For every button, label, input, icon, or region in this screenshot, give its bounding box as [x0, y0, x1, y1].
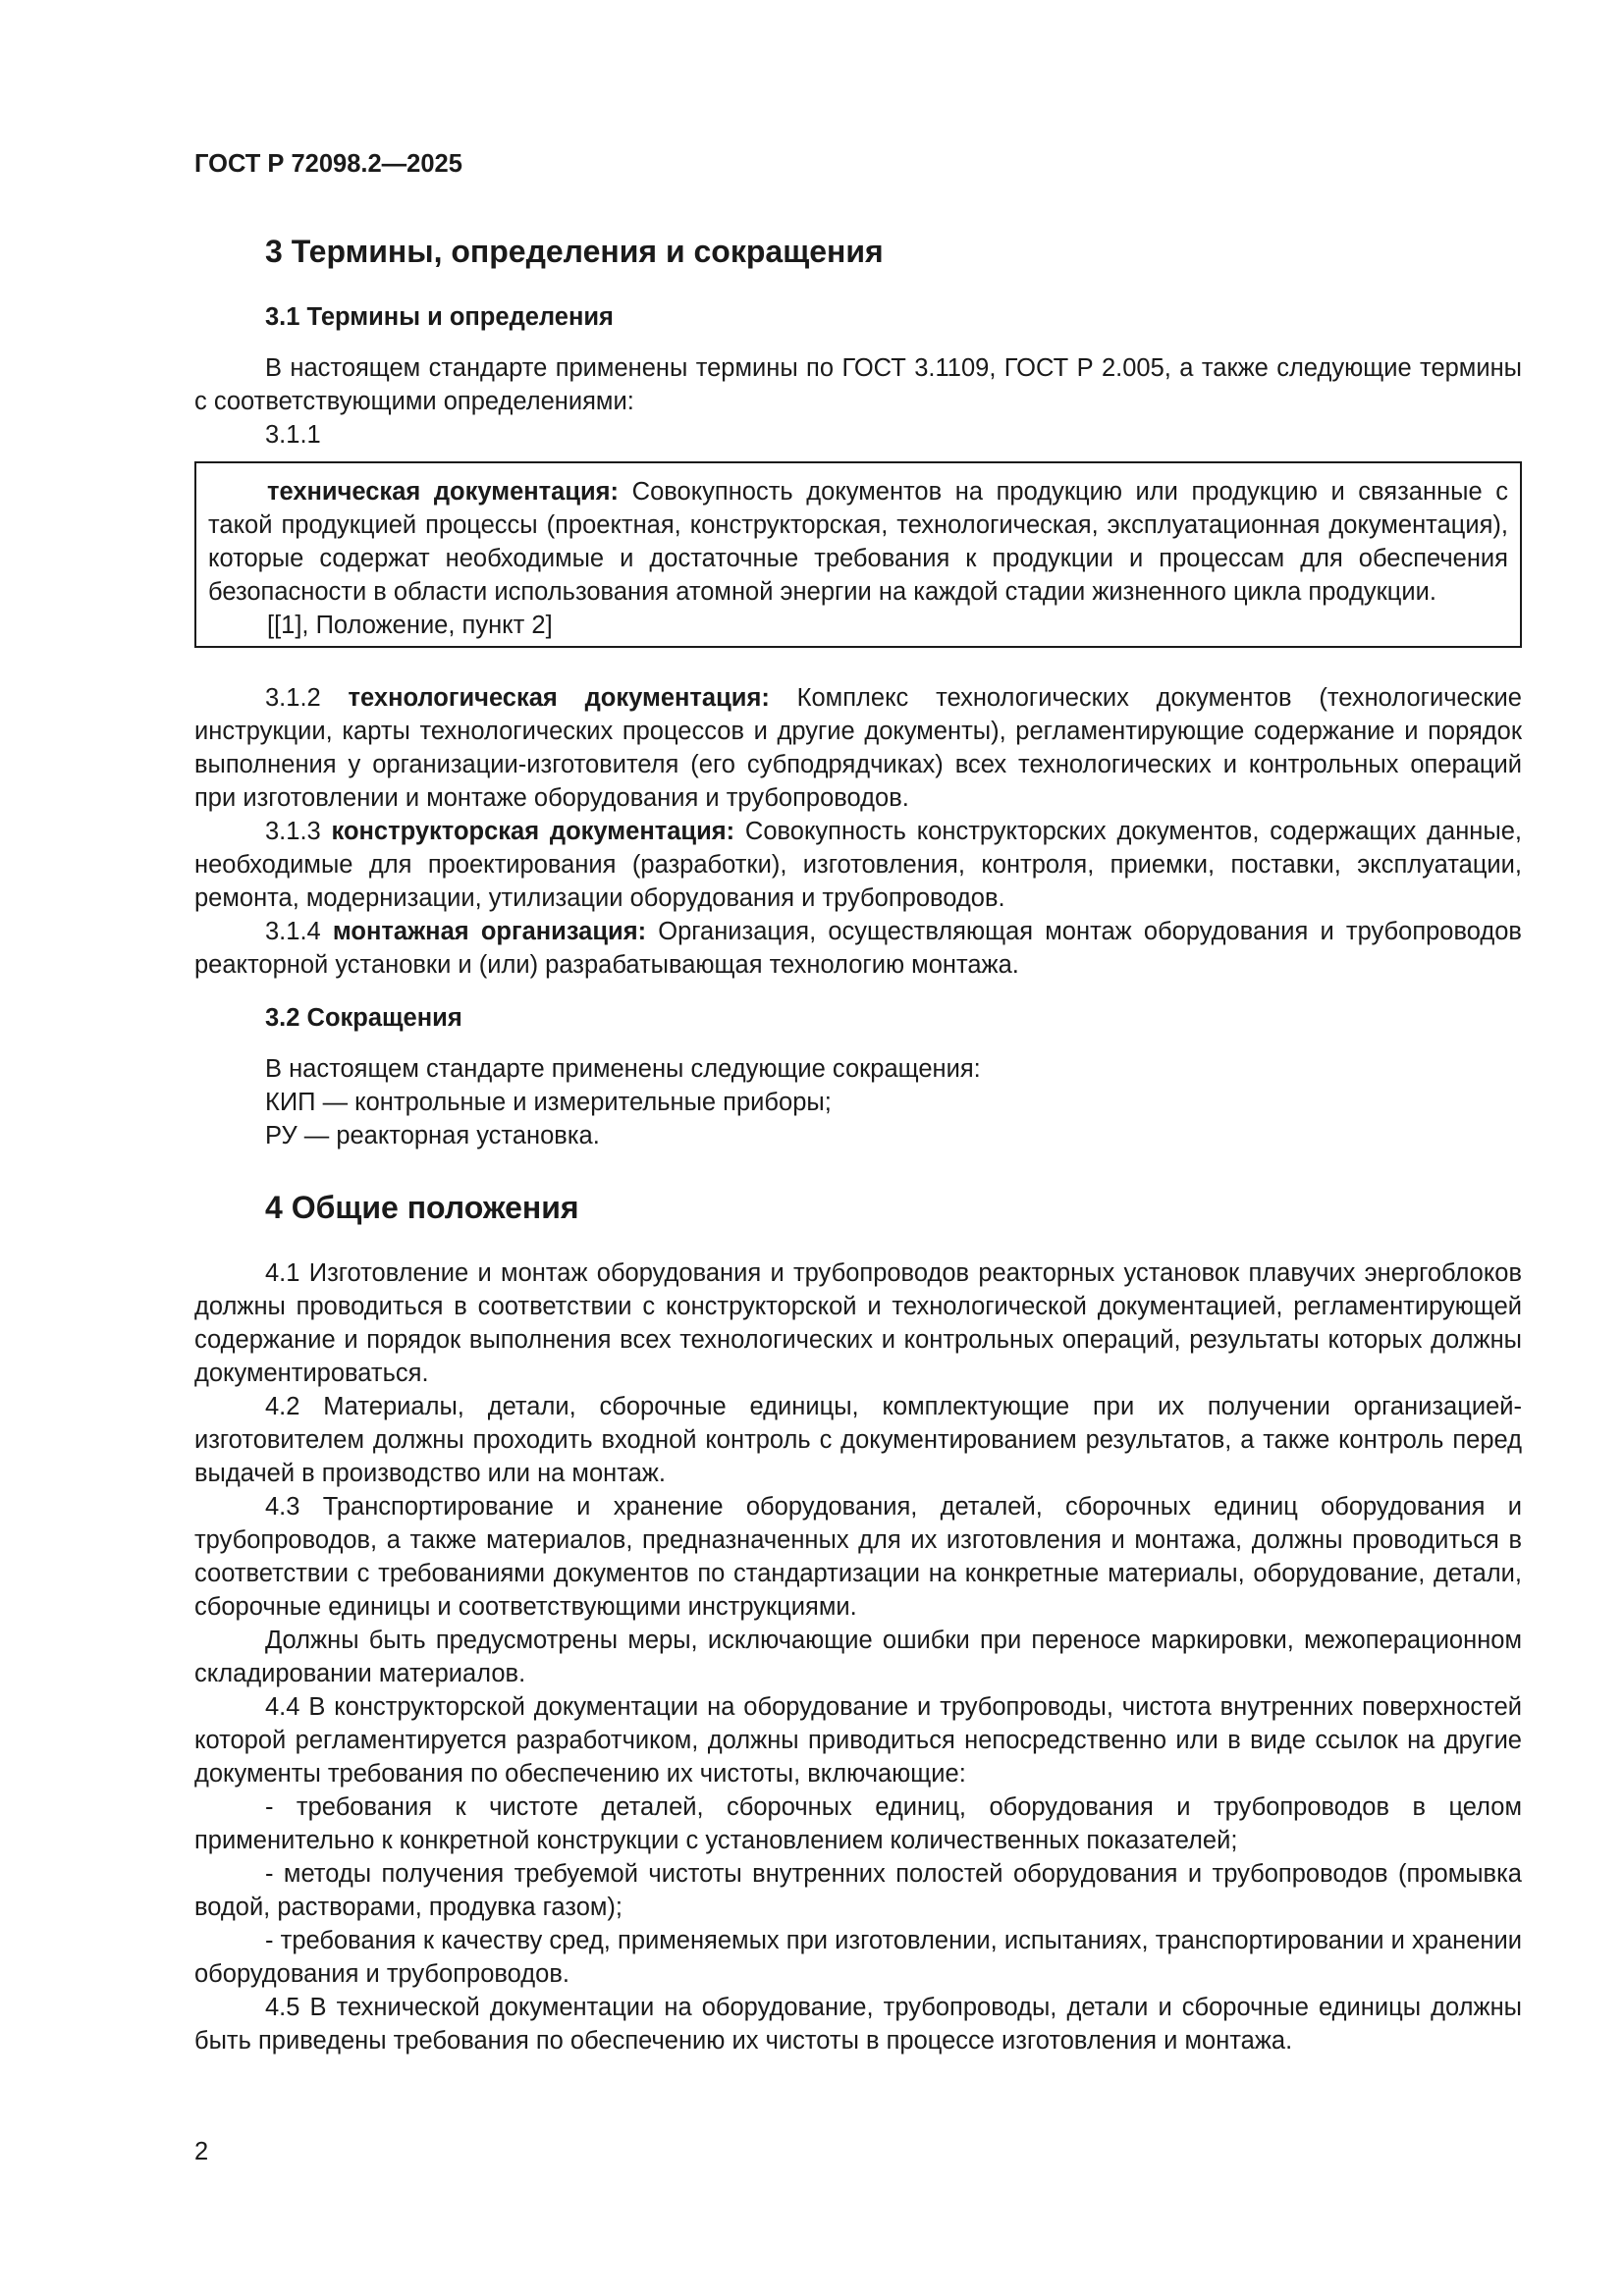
term-definition-3-1-3: 3.1.3 конструкторская документация: Совокупность конструкторских документов, содержащих данные, необходимые для проектирования (разработки), изготовления, контроля, приемки, поставки, эксплуатации, ремонта, модернизации, утилизации оборудования и трубопроводов. — [194, 818, 1522, 912]
document-code: ГОСТ Р 72098.2—2025 — [194, 150, 462, 178]
section-3-title: 3 Термины, определения и сокращения — [265, 234, 884, 269]
list-item: - требования к качеству сред, применяемых при изготовлении, испытаниях, транспортировании и хранении оборудования и трубопроводов. — [194, 1927, 1522, 1988]
term-name: монтажная организация: — [332, 918, 647, 945]
section-3-2-title: 3.2 Сокращения — [265, 1004, 462, 1032]
paragraph-4-3-note: Должны быть предусмотрены меры, исключающие ошибки при переносе маркировки, межоперационном складировании материалов. — [194, 1627, 1522, 1687]
term-text: Организация, осуществляющая монтаж оборудования и трубопроводов реакторной установки и (или) разрабатывающая технологию монтажа. — [194, 918, 1522, 979]
term-name: техническая документация: — [267, 478, 620, 506]
term-number-3-1-1: 3.1.1 — [265, 421, 321, 449]
abbrev-item: РУ — реакторная установка. — [265, 1122, 600, 1149]
term-definition-3-1-2: 3.1.2 технологическая документация: Комплекс технологических документов (технологические инструкции, карты технологических процессов и другие документы), регламентирующие содержание и порядок выполнения у организации-изготовителя (его субподрядчиках) всех технологических и контрольных операций при изготовлении и монтаже оборудования и трубопроводов. — [194, 684, 1522, 812]
terms-intro: В настоящем стандарте применены термины по ГОСТ 3.1109, ГОСТ Р 2.005, а также следующие термины с соответствующими определениями: — [194, 354, 1522, 415]
list-item: - требования к чистоте деталей, сборочных единиц, оборудования и трубопроводов в целом применительно к конкретной конструкции с установлением количественных показателей; — [194, 1793, 1522, 1854]
paragraph-4-5: 4.5 В технической документации на оборудование, трубопроводы, детали и сборочные единицы должны быть приведены требования по обеспечению их чистоты в процессе изготовления и монтажа. — [194, 1994, 1522, 2055]
term-name: конструкторская документация: — [331, 818, 735, 845]
section-4-title: 4 Общие положения — [265, 1190, 579, 1225]
term-source: [[1], Положение, пункт 2] — [267, 612, 553, 639]
list-item: - методы получения требуемой чистоты внутренних полостей оборудования и трубопроводов (промывка водой, растворами, продувка газом); — [194, 1860, 1522, 1921]
document-page — [194, 147, 1522, 2057]
page-number: 2 — [194, 2138, 209, 2165]
paragraph-4-4: 4.4 В конструкторской документации на оборудование и трубопроводы, чистота внутренних поверхностей которой регламентируется разработчиком, должны приводиться непосредственно или в виде ссылок на другие документы требования по обеспечению их чистоты, включающие: — [194, 1693, 1522, 1788]
abbrev-item: КИП — контрольные и измерительные приборы; — [265, 1089, 832, 1116]
term-definition-box — [194, 461, 1522, 648]
section-3-1-title: 3.1 Термины и определения — [265, 303, 614, 331]
paragraph-4-1: 4.1 Изготовление и монтаж оборудования и трубопроводов реакторных установок плавучих энергоблоков должны проводиться в соответствии с конструкторской и технологической документацией, регламентирующей содержание и порядок выполнения всех технологических и контрольных операций, результаты которых должны документироваться. — [194, 1259, 1522, 1387]
term-text: Совокупность документов на продукцию или продукцию и связанные с такой продукцией процессы (проектная, конструкторская, технологическая, эксплуатационная документация), которые содержат необходимые и достаточные требования к продукции и процессам для обеспечения безопасности в области использования атомной энергии на каждой стадии жизненного цикла продукции. — [208, 478, 1509, 606]
term-text: Совокупность конструкторских документов, содержащих данные, необходимые для проектирования (разработки), изготовления, контроля, приемки, поставки, эксплуатации, ремонта, модернизации, утилизации оборудования и трубопроводов. — [194, 818, 1522, 912]
term-definition-3-1-4: 3.1.4 монтажная организация: Организация, осуществляющая монтаж оборудования и трубопроводов реакторной установки и (или) разрабатывающая технологию монтажа. — [194, 918, 1522, 979]
abbrev-intro: В настоящем стандарте применены следующие сокращения: — [265, 1055, 981, 1083]
paragraph-4-3: 4.3 Транспортирование и хранение оборудования, деталей, сборочных единиц оборудования и трубопроводов, а также материалов, предназначенных для их изготовления и монтажа, должны проводиться в соответствии с требованиями документов по стандартизации на конкретные материалы, оборудование, детали, сборочные единицы и соответствующими инструкциями. — [194, 1493, 1522, 1621]
term-definition-3-1-1 — [208, 475, 1508, 609]
term-name: технологическая документация: — [348, 684, 770, 712]
paragraph-4-2: 4.2 Материалы, детали, сборочные единицы, комплектующие при их получении организацией-изготовителем должны проходить входной контроль с документированием результатов, а также контроль перед выдачей в производство или на монтаж. — [194, 1393, 1522, 1487]
term-text: Комплекс технологических документов (технологические инструкции, карты технологических процессов и другие документы), регламентирующие содержание и порядок выполнения у организации-изготовителя (его субподрядчиках) всех технологических и контрольных операций при изготовлении и монтаже оборудования и трубопроводов. — [194, 684, 1522, 812]
